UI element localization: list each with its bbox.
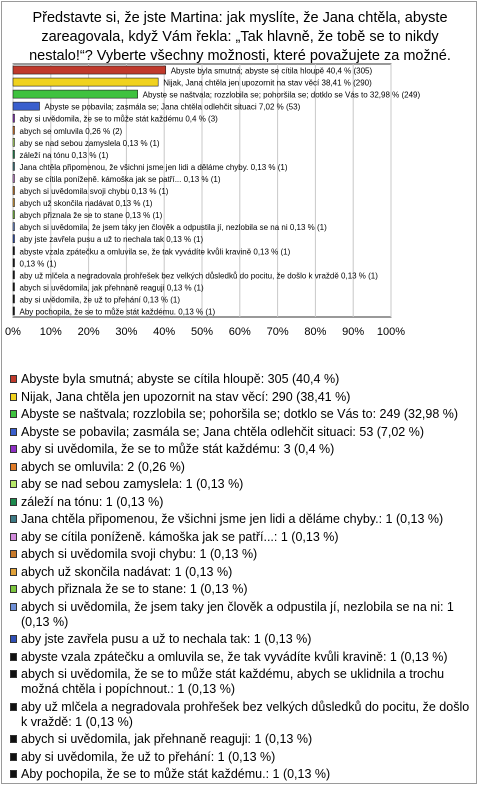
legend-swatch	[10, 428, 17, 436]
legend-item	[8, 582, 470, 597]
legend-swatch	[10, 533, 17, 541]
legend-item	[8, 495, 470, 510]
legend-label: Aby pochopila, že se to může stát každému.: 1 (0,13 %)	[21, 767, 331, 781]
legend-item	[8, 442, 470, 457]
x-tick-label: 60%	[228, 326, 251, 338]
legend-label: abyste vzala zpátečku a omluvila se, že tak vyvádíte kvůli kravině: 1 (0,13 %)	[21, 649, 448, 664]
bar-label: abych si uvědomila, jak přehnaně reaguji 0,13 % (1)	[19, 283, 204, 293]
bar	[13, 295, 15, 303]
bar	[13, 66, 166, 74]
bar	[13, 174, 15, 182]
bar	[13, 162, 15, 170]
legend-swatch	[10, 635, 17, 643]
legend-swatch	[10, 735, 17, 743]
legend-label: abych si uvědomila svoji chybu: 1 (0,13 %)	[21, 547, 258, 561]
x-tick-label: 80%	[304, 326, 327, 338]
bar	[13, 186, 15, 194]
bar-label: abych si uvědomila, že jsem taky jen člověk a odpustila jí, nezlobila se na ni 0,13 % (1)	[19, 223, 327, 233]
bar-label: Abyste se naštvala; rozzlobila se; pohoršila se; dotklo se Vás to 32,98 % (249)	[142, 90, 421, 100]
bar-label: aby si uvědomila, že už to přehání 0,13 % (1)	[19, 295, 181, 305]
bar-label: abyste vzala zpátečku a omluvila se, že tak vyvádíte kvůli kravině 0,13 % (1)	[19, 247, 291, 257]
bar	[13, 78, 158, 86]
legend-label: aby si uvědomila, že už to přehání: 1 (0,13 %)	[21, 749, 276, 764]
bar-label: aby jste zavřela pusu a už to nechala tak 0,13 % (1)	[19, 235, 204, 245]
legend-swatch	[10, 568, 17, 576]
legend-swatch	[10, 498, 17, 506]
legend-item	[8, 425, 470, 440]
bar-label: aby se cítila poníženě. kámoška jak se patří... 0,13 % (1)	[19, 174, 221, 184]
legend-label: aby jste zavřela pusu a už to nechala tak: 1 (0,13 %)	[21, 632, 312, 646]
x-tick-label: 20%	[77, 326, 100, 338]
legend-label: abych už skončila nadávat: 1 (0,13 %)	[21, 564, 233, 579]
legend-item	[8, 732, 470, 747]
x-tick-label: 50%	[190, 326, 214, 338]
bar-label: Nijak, Jana chtěla jen upozornit na stav věcí 38,41 % (290)	[163, 78, 372, 88]
legend-item	[8, 750, 470, 765]
legend-item	[8, 632, 470, 647]
legend-item	[8, 600, 470, 630]
legend-swatch	[10, 515, 17, 523]
bar-label: abych se omluvila 0,26 % (2)	[19, 126, 123, 136]
bar	[13, 223, 15, 231]
legend-swatch	[10, 463, 17, 471]
legend-item	[8, 700, 470, 730]
x-tick-label: 30%	[115, 326, 138, 338]
bar-label: Abyste byla smutná; abyste se cítila hloupě 40,4 % (305)	[170, 66, 373, 76]
legend-label: abych se omluvila: 2 (0,26 %)	[21, 459, 185, 474]
legend-item	[8, 512, 470, 527]
chart-legend	[8, 372, 470, 785]
legend-item	[8, 372, 470, 387]
x-tick-label: 100%	[376, 326, 406, 338]
legend-swatch	[10, 670, 17, 678]
legend-swatch	[10, 703, 17, 711]
legend-swatch	[10, 653, 17, 661]
legend-item	[8, 547, 470, 562]
legend-item	[8, 407, 470, 422]
bar-label: abych přiznala že se to stane 0,13 % (1)	[19, 211, 163, 221]
x-tick-label: 70%	[266, 326, 289, 338]
bar	[13, 114, 15, 122]
bar	[13, 283, 15, 291]
bar-label: abych si uvědomila svoji chybu 0,13 % (1)	[19, 187, 169, 197]
bar-label: 0,13 % (1)	[19, 259, 57, 269]
legend-item	[8, 667, 470, 697]
legend-label: abych přiznala že se to stane: 1 (0,13 %)	[21, 582, 248, 596]
legend-swatch	[10, 480, 17, 488]
legend-swatch	[10, 445, 17, 453]
bar	[13, 126, 15, 134]
bar	[13, 199, 15, 207]
legend-label: aby se nad sebou zamyslela: 1 (0,13 %)	[21, 477, 244, 491]
bar-label: Aby pochopila, že se to může stát každému. 0,13 % (1)	[19, 307, 216, 317]
legend-label: Abyste byla smutná; abyste se cítila hloupě: 305 (40,4 %)	[21, 372, 340, 386]
x-tick-label: 10%	[39, 326, 62, 338]
chart-title: Představte si, že jste Martina: jak myslíte, že Jana chtěla, abyste zareagovala, když Vám řekla: „Tak hlavně, že tobě se to nikdy nestalo!“? Vyberte všechny možnosti, které považujete za možné.	[29, 10, 451, 64]
legend-label: abych si uvědomila, že se to může stát každému, abych se uklidnila a trochu možná chtěla i popíchnout.: 1 (0,13 %)	[21, 667, 445, 696]
x-tick-label: 40%	[153, 326, 176, 338]
bar-label: Abyste se pobavila; zasmála se; Jana chtěla odlehčit situaci 7,02 % (53)	[44, 102, 301, 112]
legend-label: aby už mlčela a negradovala prohřešek bez velkých důsledků do pocitu, že došlo k vraždě: 1 (0,13 %)	[21, 699, 470, 729]
bar-label: aby se nad sebou zamyslela 0,13 % (1)	[19, 138, 160, 148]
legend-label: záleží na tónu: 1 (0,13 %)	[21, 494, 164, 509]
bar-label: záleží na tónu 0,13 % (1)	[19, 150, 109, 160]
bar	[13, 259, 15, 267]
bar-label: aby už mlčela a negradovala prohřešek bez velkých důsledků do pocitu, že došlo k vraždě 0,13 % (1)	[19, 271, 378, 281]
legend-label: aby se cítila poníženě. kámoška jak se patří...: 1 (0,13 %)	[21, 529, 339, 544]
bar-label: abych už skončila nadávat 0,13 % (1)	[19, 199, 153, 209]
bar-chart	[0, 0, 480, 370]
legend-swatch	[10, 410, 17, 418]
legend-swatch	[10, 550, 17, 558]
bar	[13, 138, 15, 146]
bar	[13, 90, 138, 98]
legend-item	[8, 650, 470, 665]
x-tick-label: 0%	[5, 326, 21, 338]
legend-label: Abyste se naštvala; rozzlobila se; pohoršila se; dotklo se Vás to: 249 (32,98 %)	[21, 407, 459, 421]
x-tick-label: 90%	[342, 326, 365, 338]
legend-label: aby si uvědomila, že se to může stát každému: 3 (0,4 %)	[21, 442, 335, 456]
legend-swatch	[10, 585, 17, 593]
bar	[13, 150, 15, 158]
legend-label: abych si uvědomila, jak přehnaně reaguji: 1 (0,13 %)	[21, 732, 313, 746]
legend-item	[8, 767, 470, 782]
legend-item	[8, 460, 470, 475]
legend-swatch	[10, 603, 17, 611]
legend-label: Nijak, Jana chtěla jen upozornit na stav věcí: 290 (38,41 %)	[21, 389, 351, 404]
legend-label: abych si uvědomila, že jsem taky jen člověk a odpustila jí, nezlobila se na ni: 1 (0,13 %)	[21, 599, 454, 629]
legend-swatch	[10, 393, 17, 401]
bar	[13, 235, 15, 243]
bar	[13, 102, 40, 110]
legend-item	[8, 565, 470, 580]
legend-swatch	[10, 375, 17, 383]
legend-item	[8, 477, 470, 492]
legend-label: Jana chtěla připomenou, že všichni jsme jen lidi a děláme chyby.: 1 (0,13 %)	[21, 512, 444, 526]
legend-item	[8, 530, 470, 545]
legend-item	[8, 390, 470, 405]
bar	[13, 307, 15, 315]
bar	[13, 211, 15, 219]
legend-swatch	[10, 770, 17, 778]
bar	[13, 247, 15, 255]
bar	[13, 271, 15, 279]
legend-swatch	[10, 753, 17, 761]
legend-label: Abyste se pobavila; zasmála se; Jana chtěla odlehčit situaci: 53 (7,02 %)	[21, 424, 424, 439]
bar-label: aby si uvědomila, že se to může stát každému 0,4 % (3)	[19, 114, 218, 124]
bar-label: Jana chtěla připomenou, že všichni jsme jen lidi a děláme chyby. 0,13 % (1)	[19, 162, 288, 172]
